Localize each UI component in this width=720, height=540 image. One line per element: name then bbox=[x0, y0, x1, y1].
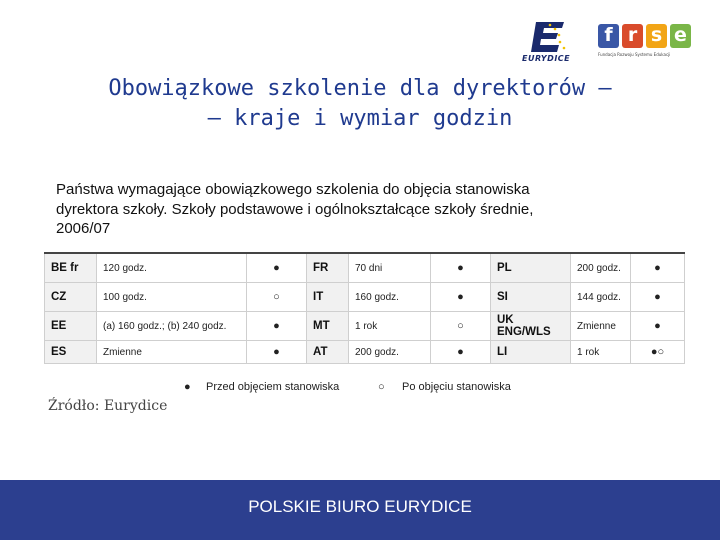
caption-line-1: Państwa wymagające obowiązkowego szkolenia do objęcia stanowiska bbox=[56, 181, 530, 198]
country-code-cell: FR bbox=[307, 253, 349, 283]
legend bbox=[176, 380, 576, 398]
eurydice-logo-text: EURYDICE bbox=[522, 54, 571, 63]
timing-mark-cell: ● bbox=[631, 312, 685, 341]
country-code-cell: UK ENG/WLS bbox=[491, 312, 571, 341]
slide-title bbox=[0, 74, 720, 134]
timing-mark-cell: ○ bbox=[247, 283, 307, 312]
country-code-cell: PL bbox=[491, 253, 571, 283]
source-note: Źródło: Eurydice bbox=[48, 398, 168, 414]
table-row bbox=[45, 253, 685, 283]
eurydice-e-icon bbox=[528, 20, 568, 54]
timing-mark-cell: ● bbox=[247, 253, 307, 283]
country-code-cell: IT bbox=[307, 283, 349, 312]
table-row bbox=[45, 312, 685, 341]
hours-cell: 120 godz. bbox=[97, 253, 247, 283]
footer-text: POLSKIE BIURO EURYDICE bbox=[248, 497, 472, 516]
hours-cell: 144 godz. bbox=[571, 283, 631, 312]
frse-letter-e: e bbox=[670, 24, 691, 48]
country-code-cell: LI bbox=[491, 341, 571, 364]
timing-mark-cell: ● bbox=[631, 253, 685, 283]
caption-line-3: 2006/07 bbox=[56, 220, 111, 237]
footer-bar bbox=[0, 480, 720, 540]
hours-cell: 160 godz. bbox=[349, 283, 431, 312]
title-line-1: Obowiązkowe szkolenie dla dyrektorów – bbox=[108, 76, 612, 101]
timing-mark-cell: ● bbox=[431, 253, 491, 283]
hours-cell: 200 godz. bbox=[571, 253, 631, 283]
timing-mark-cell: ● bbox=[431, 341, 491, 364]
training-table bbox=[44, 252, 684, 369]
hours-cell: Zmienne bbox=[571, 312, 631, 341]
hours-cell: 1 rok bbox=[571, 341, 631, 364]
hours-cell: (a) 160 godz.; (b) 240 godz. bbox=[97, 312, 247, 341]
legend-empty-dot-icon: ○ bbox=[378, 381, 385, 393]
hours-cell: 200 godz. bbox=[349, 341, 431, 364]
frse-letter-f: f bbox=[598, 24, 619, 48]
country-code-cell: SI bbox=[491, 283, 571, 312]
caption-line-2: dyrektora szkoły. Szkoły podstawowe i ogólnokształcące szkoły średnie, bbox=[56, 200, 534, 218]
header-logos bbox=[520, 18, 700, 68]
timing-mark-cell: ● bbox=[247, 312, 307, 341]
country-code-cell: ES bbox=[45, 341, 97, 364]
country-code-cell: MT bbox=[307, 312, 349, 341]
country-code-cell: BE fr bbox=[45, 253, 97, 283]
legend-after-label: Po objęciu stanowiska bbox=[402, 381, 511, 393]
legend-filled-dot-icon: ● bbox=[184, 381, 191, 393]
frse-caption: Fundacja Rozwoju Systemu Edukacji bbox=[598, 52, 671, 57]
title-line-2: – kraje i wymiar godzin bbox=[207, 106, 513, 131]
table-caption bbox=[56, 180, 656, 239]
timing-mark-cell: ● bbox=[247, 341, 307, 364]
hours-cell: 100 godz. bbox=[97, 283, 247, 312]
legend-before-label: Przed objęciem stanowiska bbox=[206, 381, 340, 393]
hours-cell: 1 rok bbox=[349, 312, 431, 341]
hours-cell: 70 dni bbox=[349, 253, 431, 283]
eurydice-logo bbox=[520, 20, 578, 66]
country-code-cell: EE bbox=[45, 312, 97, 341]
timing-mark-cell: ● bbox=[431, 283, 491, 312]
timing-mark-cell: ●○ bbox=[631, 341, 685, 364]
frse-letter-s: s bbox=[646, 24, 667, 48]
hours-cell: Zmienne bbox=[97, 341, 247, 364]
table-row bbox=[45, 283, 685, 312]
timing-mark-cell: ○ bbox=[431, 312, 491, 341]
frse-logo bbox=[598, 24, 700, 64]
frse-letter-r: r bbox=[622, 24, 643, 48]
timing-mark-cell: ● bbox=[631, 283, 685, 312]
table-row bbox=[45, 341, 685, 364]
country-code-cell: CZ bbox=[45, 283, 97, 312]
country-code-cell: AT bbox=[307, 341, 349, 364]
